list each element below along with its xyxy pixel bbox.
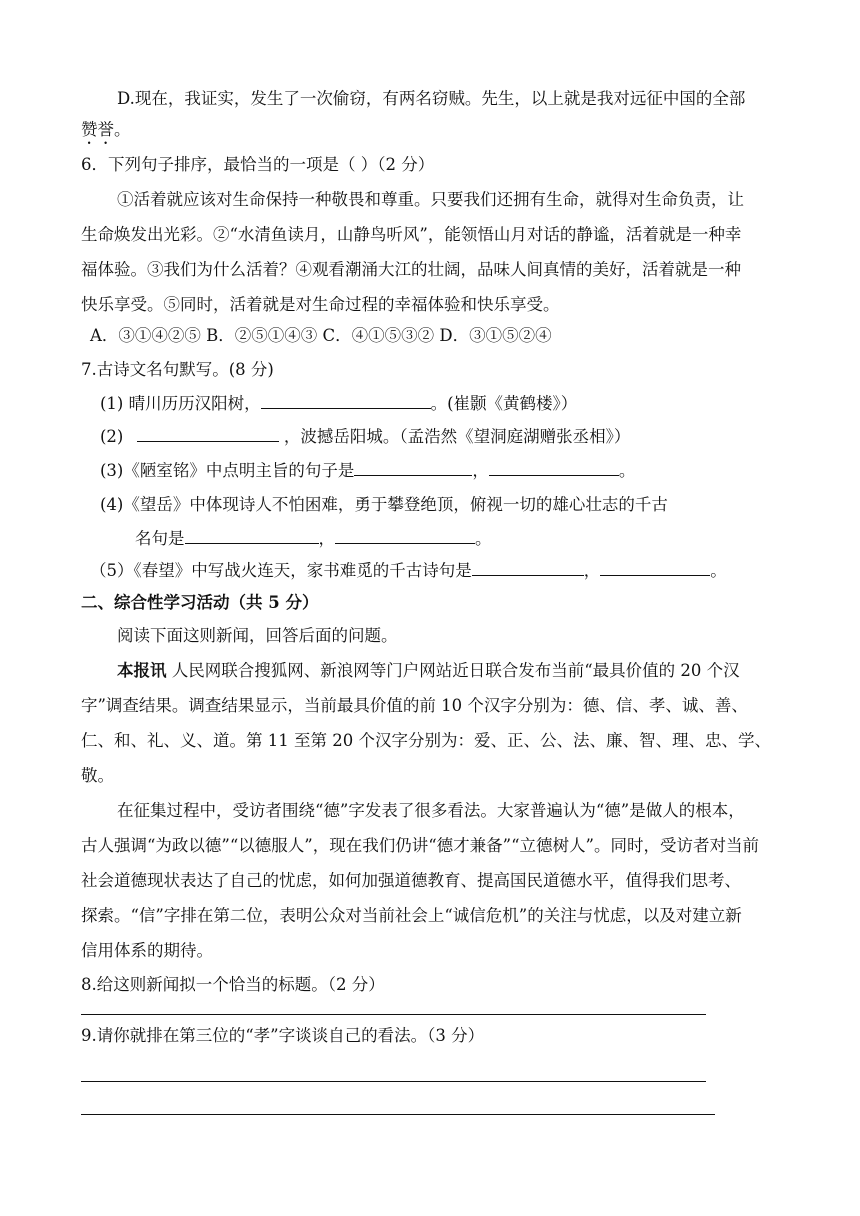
- news-para2-line2: 古人强调“为政以德”“以德服人”，现在我们仍讲“德才兼备”“立德树人”。同时，受访者对当前: [81, 836, 759, 855]
- q7-item-4-end: 。: [475, 529, 492, 548]
- q5-option-d-line2: [81, 118, 131, 148]
- answer-blank[interactable]: [137, 425, 279, 442]
- news-para2-line1: 在征集过程中，受访者围绕“德”字发表了很多看法。大家普遍认为“德”是做人的根本，: [117, 801, 745, 820]
- q9-stem: 9.请你就排在第三位的“孝”字谈谈自己的看法。（3 分）: [81, 1026, 485, 1045]
- q7-item-1-source: 。(崔颢《黄鹤楼》）: [430, 394, 578, 413]
- q8-answer-line[interactable]: [81, 1014, 706, 1015]
- q5-end-punct: 。: [114, 120, 131, 139]
- q7-item-5-comma: ，: [583, 561, 601, 580]
- q7-item-4-comma: ，: [318, 529, 335, 548]
- answer-blank[interactable]: [185, 527, 319, 544]
- news-line1: [117, 659, 740, 683]
- news-line4: 敬。: [81, 766, 114, 785]
- q7-item-5-text: （5）《春望》中写战火连天，家书难觅的千古诗句是: [90, 561, 472, 580]
- q7-item-4-cont: [135, 527, 492, 551]
- news-para2-line3: 社会道德现状表达了自己的忧虑，如何加强道德教育、提高国民道德水平，值得我们思考、: [81, 871, 741, 890]
- news-line1-text: 人民网联合搜狐网、新浪网等门户网站近日联合发布当前“最具价值的 20 个汉: [166, 661, 740, 680]
- q6-options: A．③①④②⑤ B．②⑤①④③ C．④①⑤③② D．③①⑤②④: [90, 326, 552, 345]
- q7-item-3-end: 。: [618, 461, 636, 480]
- section-2-intro: 阅读下面这则新闻，回答后面的问题。: [117, 626, 398, 645]
- q7-item-2-source: ，波撼岳阳城。（孟浩然《望洞庭湖赠张丞相》）: [278, 427, 631, 446]
- news-line2: 字”调查结果。调查结果显示，当前最具价值的前 10 个汉字分别为：德、信、孝、诚、善、: [81, 696, 748, 715]
- answer-blank[interactable]: [489, 459, 619, 476]
- answer-blank[interactable]: [600, 559, 710, 576]
- answer-blank[interactable]: [335, 527, 475, 544]
- q9-answer-line-2[interactable]: [81, 1114, 715, 1115]
- q6-para-line3: 福体验。③我们为什么活着？④观看潮涌大江的壮阔，品味人间真情的美好，活着就是一种: [81, 260, 741, 279]
- q7-item-3-text: (3)《陋室铭》中点明主旨的句子是: [100, 461, 355, 480]
- q8-stem: 8.给这则新闻拟一个恰当的标题。（2 分）: [81, 975, 385, 994]
- answer-blank[interactable]: [472, 559, 584, 576]
- q7-item-4-label: 名句是: [135, 529, 185, 548]
- answer-blank[interactable]: [261, 392, 431, 409]
- q7-item-3-comma: ，: [472, 461, 489, 480]
- q7-item-5-end: 。: [710, 561, 727, 580]
- q7-item-3: [100, 459, 635, 483]
- answer-blank[interactable]: [354, 459, 472, 476]
- q6-stem: 6．下列句子排序，最恰当的一项是（ ）（2 分）: [81, 155, 435, 174]
- news-lead: 本报讯: [117, 661, 167, 680]
- q9-answer-line-1[interactable]: [81, 1081, 706, 1082]
- q7-item-2-text: (2): [100, 427, 129, 446]
- news-para2-line5: 信用体系的期待。: [81, 941, 213, 960]
- news-line3: 仁、和、礼、义、道。第 11 至第 20 个汉字分别为：爱、正、公、法、廉、智、理、忠、学、: [81, 731, 771, 750]
- q7-item-4: (4)《望岳》中体现诗人不怕困难，勇于攀登绝顶，俯视一切的雄心壮志的千古: [100, 495, 668, 514]
- q6-para-line2: 生命焕发出光彩。②“水清鱼读月，山静鸟听风”，能领悟山月对话的静谧，活着就是一种幸: [81, 225, 742, 244]
- q7-item-5: [90, 559, 727, 583]
- q7-stem: 7.古诗文名句默写。(8 分): [81, 360, 274, 379]
- q7-item-2: [100, 425, 630, 449]
- section-2-heading: 二、综合性学习活动（共 5 分）: [81, 593, 319, 612]
- q6-para-line4: 快乐享受。⑤同时，活着就是对生命过程的幸福体验和快乐享受。: [81, 295, 560, 314]
- q5-option-d-line1: D.现在，我证实，发生了一次偷窃，有两名窃贼。先生，以上就是我对远征中国的全部: [117, 89, 746, 108]
- dotted-word: 赞誉: [81, 120, 114, 139]
- q6-para-line1: ①活着就应该对生命保持一种敬畏和尊重。只要我们还拥有生命，就得对生命负责，让: [117, 190, 744, 209]
- q7-item-1-text: (1) 晴川历历汉阳树，: [100, 394, 261, 413]
- news-para2-line4: 探索。“信”字排在第二位，表明公众对当前社会上“诚信危机”的关注与忧虑，以及对建立新: [81, 906, 742, 925]
- q7-item-1: [100, 392, 577, 416]
